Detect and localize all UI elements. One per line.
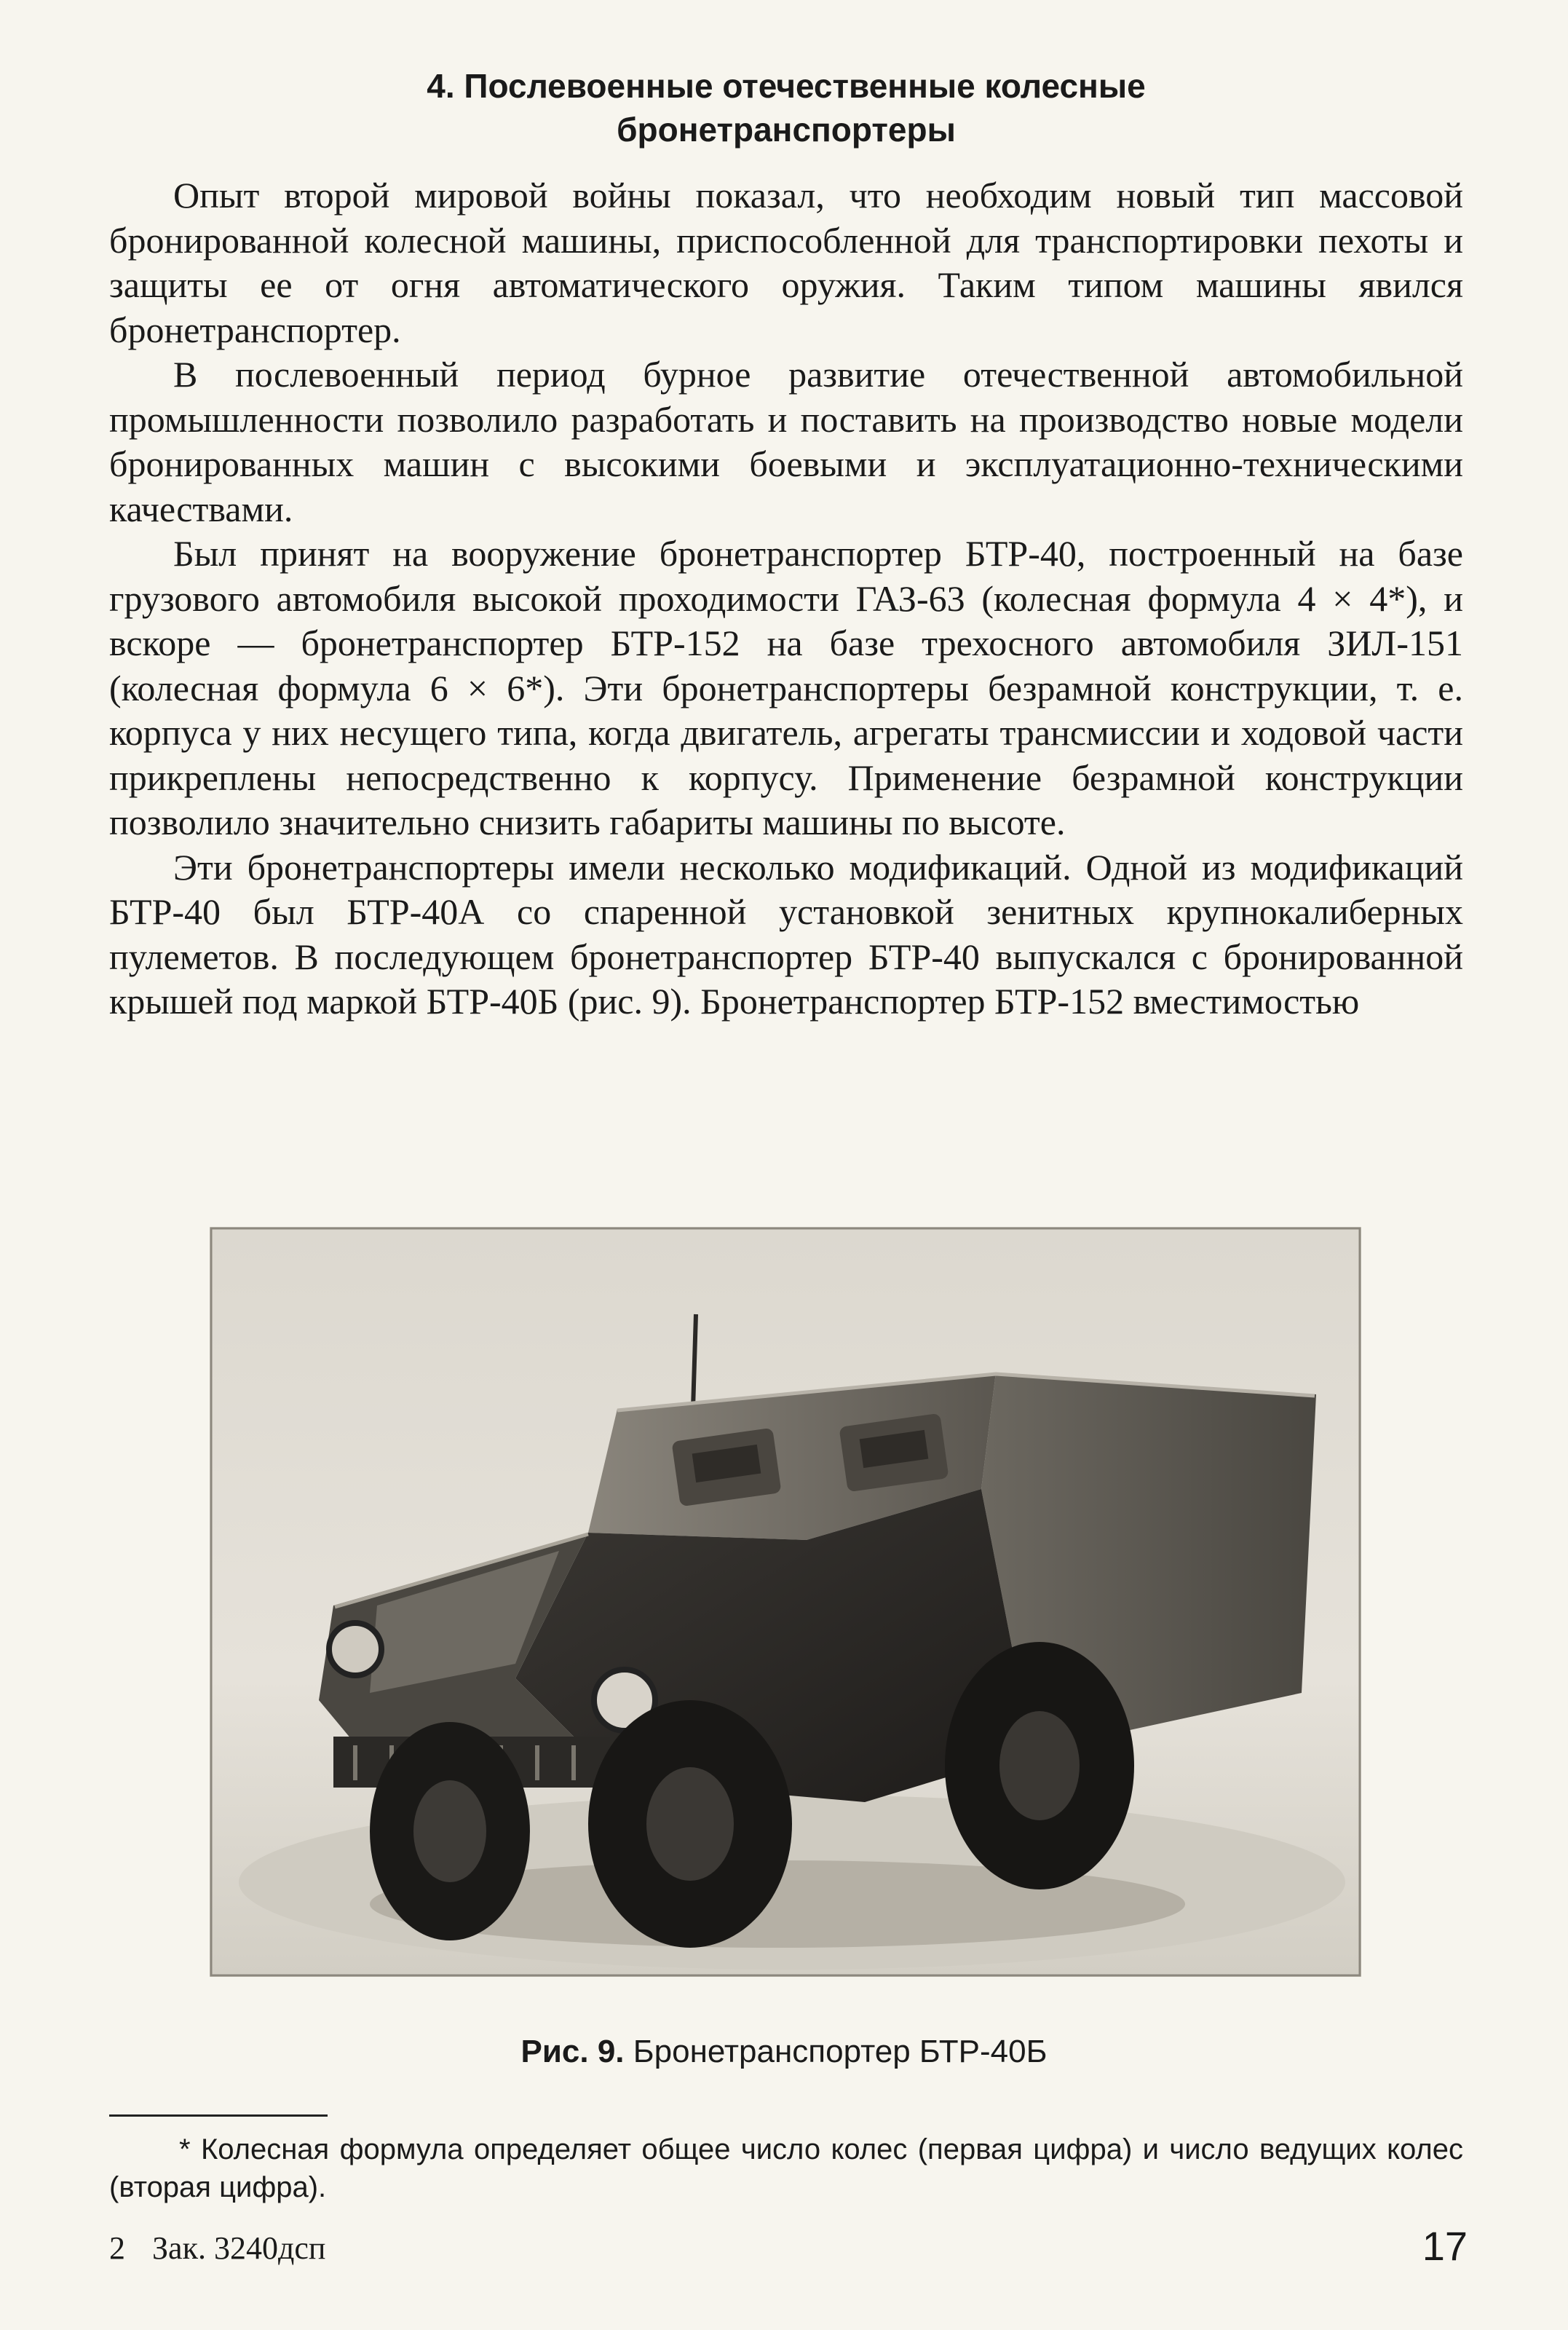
- footnote-divider: [109, 2114, 328, 2117]
- armored-vehicle-illustration: [210, 1227, 1361, 1977]
- page-footer-imprint: [109, 2228, 325, 2269]
- section-heading: [218, 64, 1354, 151]
- figure-btr-40b-photo: [210, 1227, 1361, 1977]
- figure-caption: [0, 2031, 1568, 2072]
- paragraph: Был принят на вооружение бронетранспортер БТР-40, построенный на базе грузового автомобиля высокой проходимости ГАЗ-63 (колесная формула 4 × 4*), и вскоре — бронетранспортер БТР-152 на базе трехосного автомобиля ЗИЛ-151 (колесная формула 6 × 6*). Эти бронетранспортеры безрамной конструкции, т. е. корпуса у них несущего типа, когда двигатель, агрегаты трансмиссии и ходовой части прикреплены непосредственно к корпусу. Применение безрамной конструкции позволило значительно снизить габариты машины по высоте.: [109, 533, 1463, 842]
- paragraph: Опыт второй мировой войны показал, что необходим новый тип массовой бронированной колесной машины, приспособленной для транспортировки пехоты и защиты ее от огня автоматического оружия. Таким типом машины явился бронетранспортер.: [109, 175, 1463, 350]
- order-number: Зак. 3240дсп: [152, 2230, 326, 2266]
- section-heading-line-2: бронетранспортеры: [617, 111, 956, 149]
- footnote: * Колесная формула определяет общее число колес (первая цифра) и число ведущих колес (вторая цифра).: [109, 2133, 1463, 2203]
- sheet-signature: 2: [109, 2230, 125, 2266]
- paragraph: В послевоенный период бурное развитие отечественной автомобильной промышленности позволило разработать и поставить на производство новые модели бронированных машин с высокими боевыми и эксплуатационно-техническими качествами.: [109, 354, 1463, 529]
- figure-caption-label: Рис. 9.: [520, 2034, 625, 2069]
- figure-caption-text: Бронетранспортер БТР-40Б: [633, 2034, 1048, 2069]
- page-number: 17: [1422, 2223, 1468, 2269]
- section-heading-line-1: 4. Послевоенные отечественные колесные: [427, 67, 1146, 105]
- body-text: [109, 173, 1463, 1024]
- paragraph: Эти бронетранспортеры имели несколько модификаций. Одной из модификаций БТР-40 был БТР-40А со спаренной установкой зенитных крупнокалиберных пулеметов. В последующем бронетранспортер БТР-40 выпускался с бронированной крышей под маркой БТР-40Б (рис. 9). Бронетранспортер БТР-152 вместимостью: [109, 846, 1463, 1022]
